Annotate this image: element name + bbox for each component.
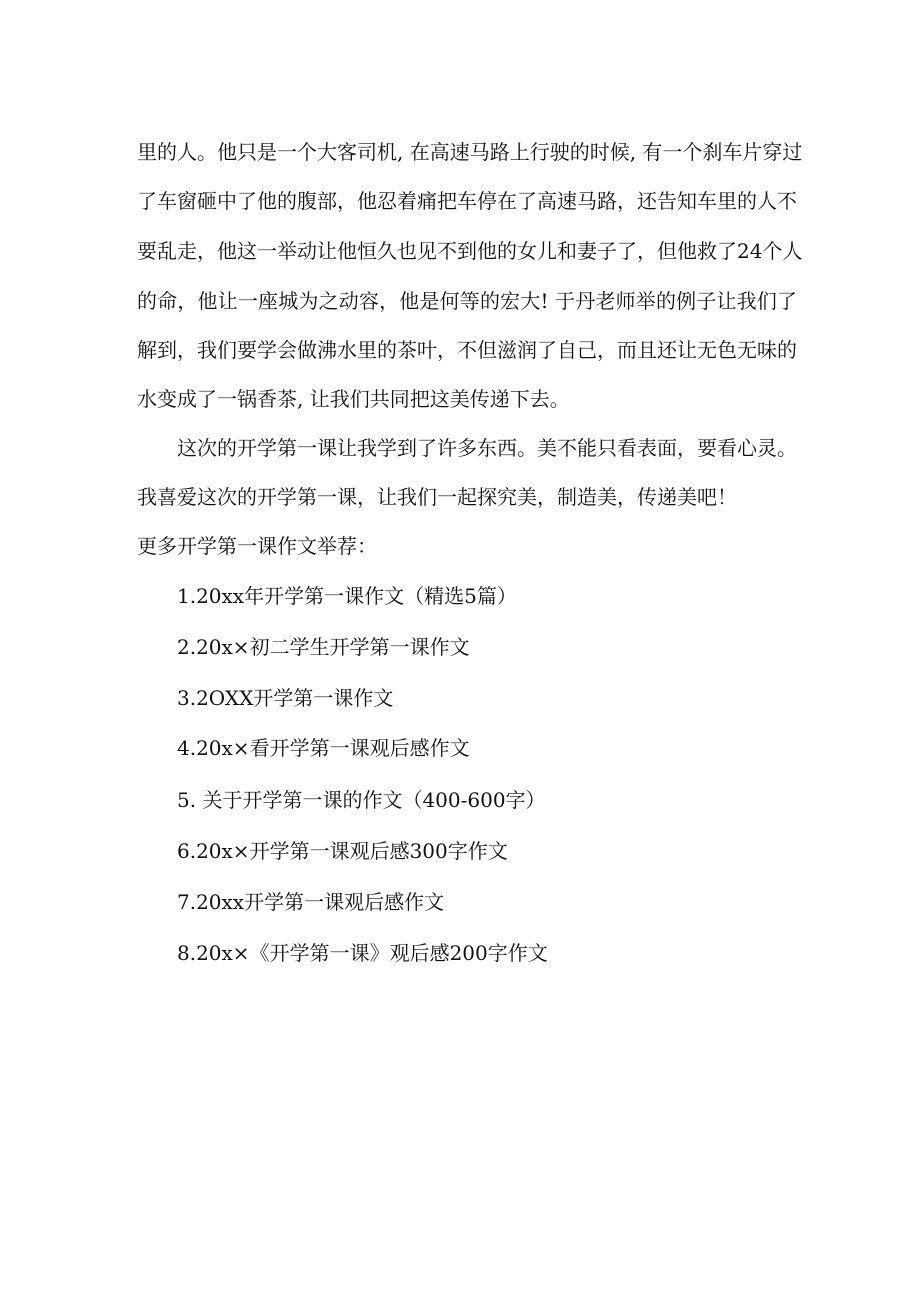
recommendation-link[interactable]: 3.2OXX开学第一课作文 (177, 686, 394, 710)
paragraph-line: 我喜爱这次的开学第一课，让我们一起探究美，制造美，传递美吧！ (137, 485, 737, 509)
recommendation-link[interactable]: 4.20x×看开学第一课观后感作文 (177, 736, 470, 760)
paragraph-line: 水变成了一锅香茶, 让我们共同把这美传递下去。 (137, 387, 570, 411)
recommendation-link[interactable]: 6.20x×开学第一课观后感300字作文 (177, 839, 508, 863)
recommendation-link[interactable]: 8.20x×《开学第一课》观后感200字作文 (177, 941, 548, 965)
paragraph-line: 解到，我们要学会做沸水里的茶叶，不但滋润了自己，而且还让无色无味的 (137, 338, 797, 362)
recommendation-link[interactable]: 1.20xx年开学第一课作文（精选5篇） (177, 584, 517, 608)
paragraph-line: 的命，他让一座城为之动容，他是何等的宏大! 于丹老师举的例子让我们了 (137, 289, 797, 313)
recommendation-link[interactable]: 5. 关于开学第一课的作文（400-600字） (177, 788, 546, 812)
recommendation-link[interactable]: 7.20xx开学第一课观后感作文 (177, 890, 445, 914)
paragraph-line: 了车窗砸中了他的腹部，他忍着痛把车停在了高速马路，还告知车里的人不 (137, 189, 797, 213)
recommendations-heading: 更多开学第一课作文举荐： (137, 534, 377, 558)
paragraph-line: 里的人。他只是一个大客司机, 在高速马路上行驶的时候, 有一个刹车片穿过 (137, 140, 803, 164)
paragraph-line: 要乱走，他这一举动让他恒久也见不到他的女儿和妻子了，但他救了24个人 (137, 239, 803, 263)
recommendation-link[interactable]: 2.20x×初二学生开学第一课作文 (177, 635, 470, 659)
paragraph-line: 这次的开学第一课让我学到了许多东西。美不能只看表面，要看心灵。 (177, 436, 797, 460)
